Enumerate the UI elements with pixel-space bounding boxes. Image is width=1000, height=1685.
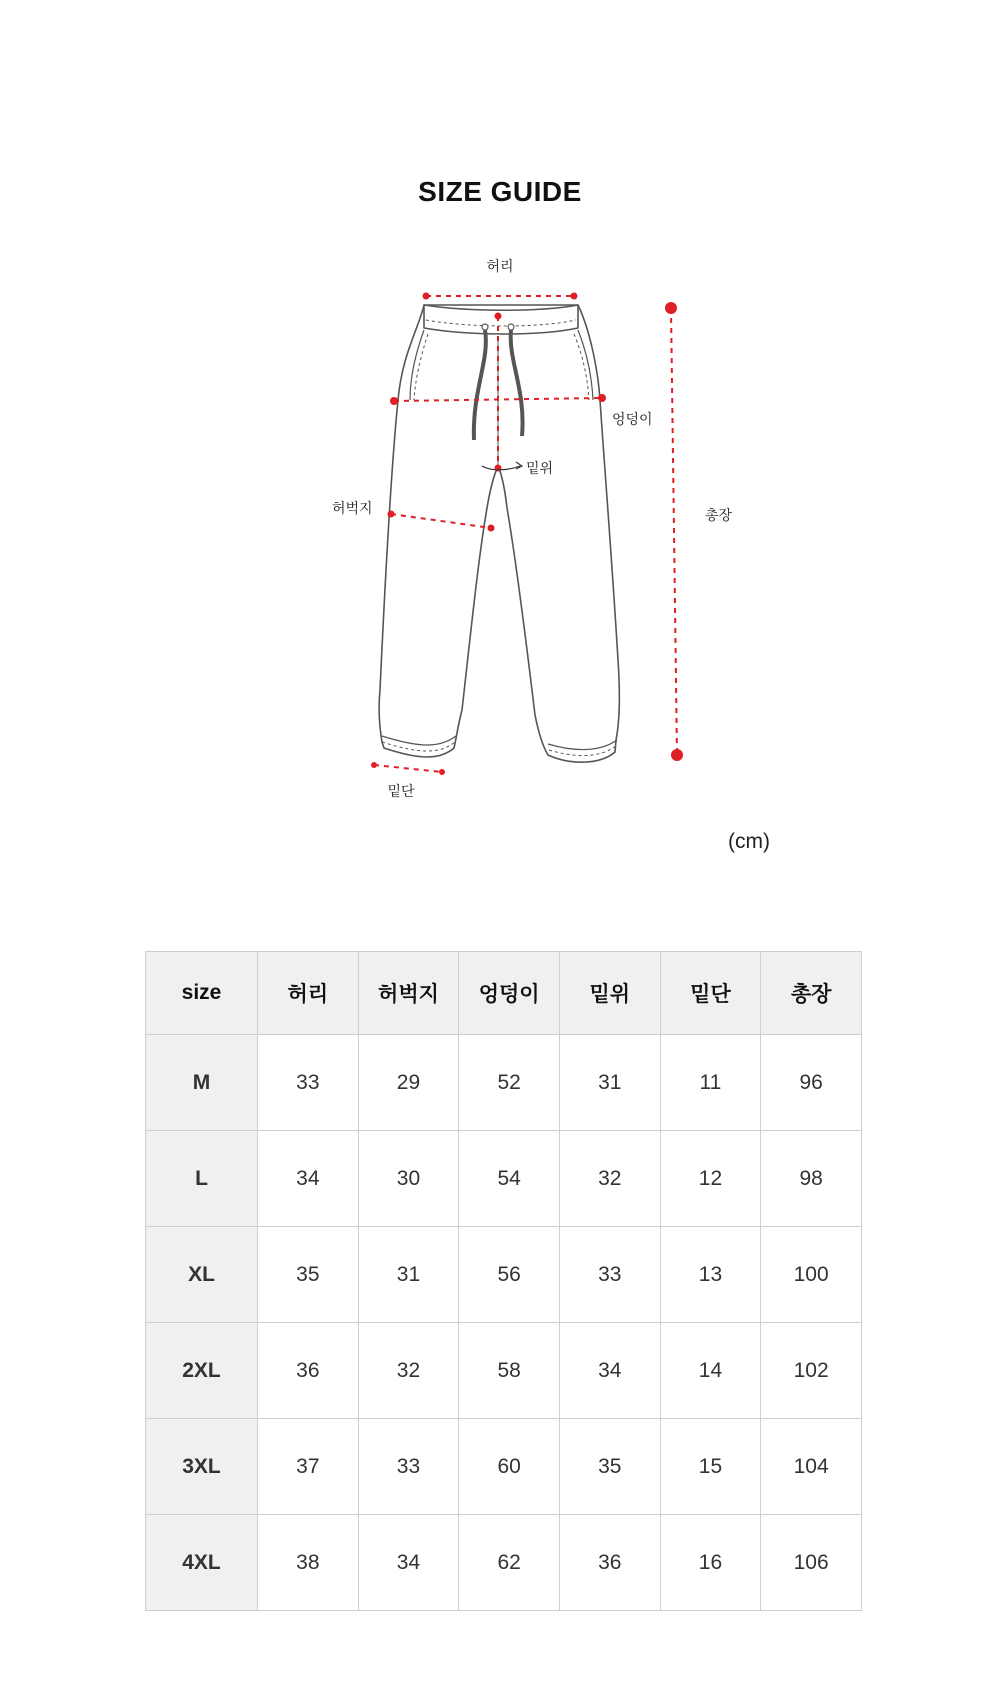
cell-length: 106 — [761, 1515, 862, 1611]
row-size: 4XL — [146, 1515, 258, 1611]
cell-length: 96 — [761, 1035, 862, 1131]
cell-length: 100 — [761, 1227, 862, 1323]
cell-length: 104 — [761, 1419, 862, 1515]
pants-illustration — [379, 305, 619, 762]
cell-hem: 14 — [660, 1323, 761, 1419]
cell-thigh: 30 — [358, 1131, 459, 1227]
table-header-row — [146, 952, 862, 1035]
cell-waist: 36 — [258, 1323, 359, 1419]
page-title: SIZE GUIDE — [418, 176, 582, 207]
cell-hem: 13 — [660, 1227, 761, 1323]
header-length: 총장 — [761, 952, 862, 1035]
header-hip: 엉덩이 — [459, 952, 560, 1035]
label-hem: 밑단 — [387, 784, 415, 800]
row-size: XL — [146, 1227, 258, 1323]
cell-rise: 32 — [559, 1131, 660, 1227]
cell-waist: 38 — [258, 1515, 359, 1611]
row-size: M — [146, 1035, 258, 1131]
label-length: 총장 — [705, 508, 733, 524]
cell-hem: 16 — [660, 1515, 761, 1611]
table-row — [146, 1419, 862, 1515]
row-size: 3XL — [146, 1419, 258, 1515]
cell-hip: 58 — [459, 1323, 560, 1419]
label-rise: 밑위 — [526, 461, 554, 477]
cell-hem: 11 — [660, 1035, 761, 1131]
label-thigh: 허벅지 — [332, 501, 373, 517]
table-row — [146, 1323, 862, 1419]
header-waist: 허리 — [258, 952, 359, 1035]
header-size: size — [146, 952, 258, 1035]
cell-waist: 37 — [258, 1419, 359, 1515]
table-row — [146, 1131, 862, 1227]
cell-waist: 35 — [258, 1227, 359, 1323]
cell-rise: 33 — [559, 1227, 660, 1323]
table-row — [146, 1035, 862, 1131]
row-size: 2XL — [146, 1323, 258, 1419]
cell-hip: 52 — [459, 1035, 560, 1131]
cell-thigh: 31 — [358, 1227, 459, 1323]
cell-thigh: 33 — [358, 1419, 459, 1515]
cell-waist: 33 — [258, 1035, 359, 1131]
cell-hem: 15 — [660, 1419, 761, 1515]
cell-hip: 60 — [459, 1419, 560, 1515]
cell-length: 102 — [761, 1323, 862, 1419]
cell-rise: 31 — [559, 1035, 660, 1131]
cell-thigh: 34 — [358, 1515, 459, 1611]
label-hip: 엉덩이 — [612, 412, 653, 428]
header-thigh: 허벅지 — [358, 952, 459, 1035]
cell-waist: 34 — [258, 1131, 359, 1227]
cell-hip: 56 — [459, 1227, 560, 1323]
cell-hem: 12 — [660, 1131, 761, 1227]
table-row — [146, 1515, 862, 1611]
cell-thigh: 32 — [358, 1323, 459, 1419]
table-row — [146, 1227, 862, 1323]
cell-hip: 54 — [459, 1131, 560, 1227]
cell-hip: 62 — [459, 1515, 560, 1611]
cell-rise: 35 — [559, 1419, 660, 1515]
label-waist: 허리 — [486, 259, 514, 275]
header-rise: 밑위 — [559, 952, 660, 1035]
size-table — [145, 951, 862, 1611]
cell-length: 98 — [761, 1131, 862, 1227]
cell-rise: 36 — [559, 1515, 660, 1611]
cell-rise: 34 — [559, 1323, 660, 1419]
header-hem: 밑단 — [660, 952, 761, 1035]
row-size: L — [146, 1131, 258, 1227]
unit-label: (cm) — [728, 830, 770, 853]
cell-thigh: 29 — [358, 1035, 459, 1131]
